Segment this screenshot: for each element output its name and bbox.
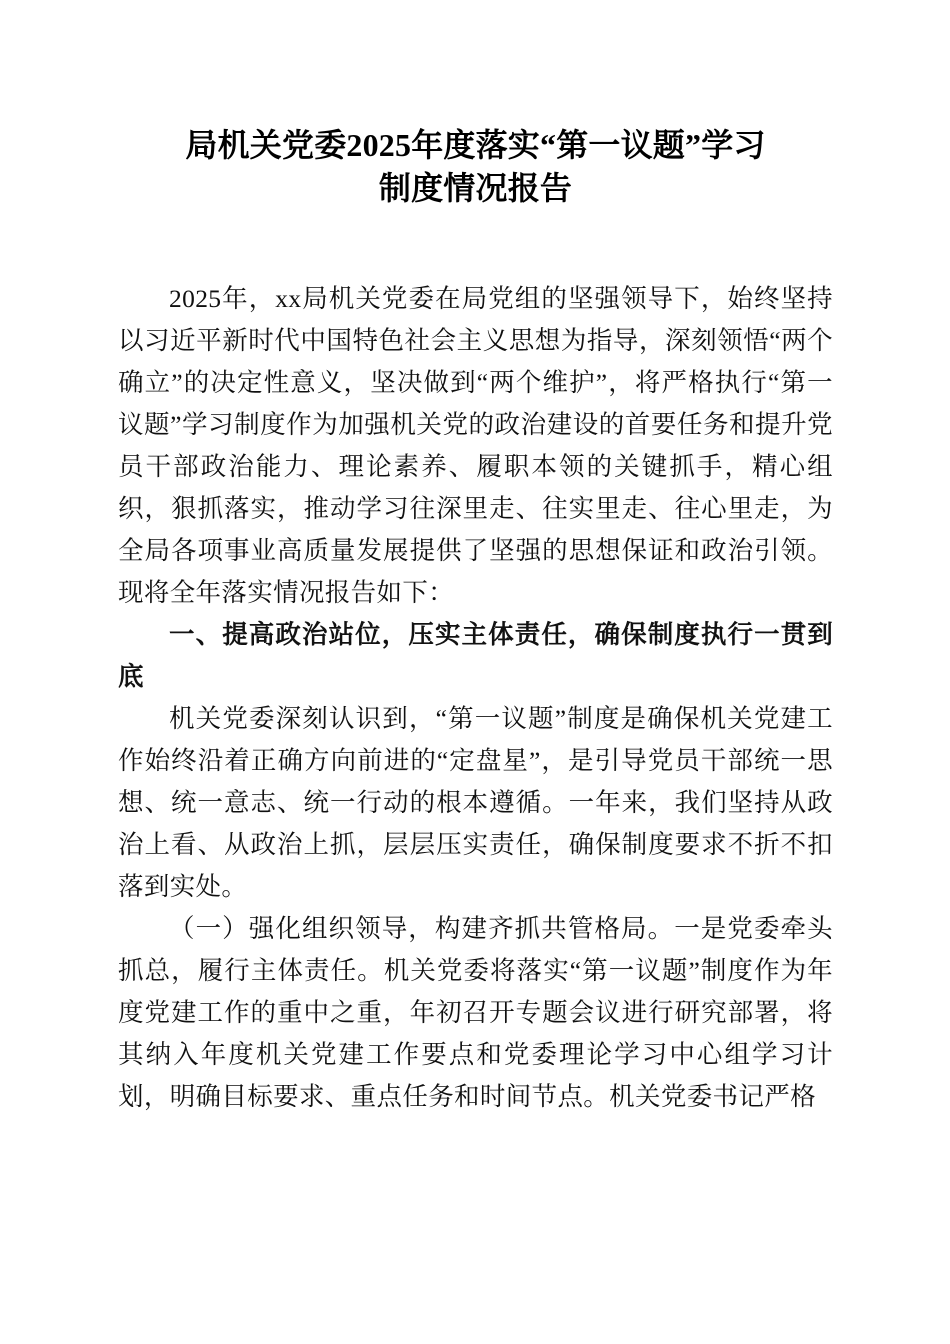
- section-heading-1: 一、提高政治站位，压实主体责任，确保制度执行一贯到底: [118, 621, 833, 691]
- title-body-spacer: [118, 210, 833, 278]
- paragraph-section-1-sub-1: （一）强化组织领导，构建齐抓共管格局。一是党委牵头抓总，履行主体责任。机关党委将落实“第一议题”制度作为年度党建工作的重中之重，年初召开专题会议进行研究部署，将其纳入年度机关党建工作要点和党委理论学习中心组学习计划，明确目标要求、重点任务和时间节点。机关党委书记严格: [118, 914, 834, 1111]
- paragraph-section-1-body: 机关党委深刻认识到，“第一议题”制度是确保机关党建工作始终沿着正确方向前进的“定盘星”，是引导党员干部统一思想、统一意志、统一行动的根本遵循。一年来，我们坚持从政治上看、从政治上抓，层层压实责任，确保制度要求不折不扣落到实处。: [118, 704, 833, 901]
- page-title-line-2: 制度情况报告: [378, 170, 573, 206]
- document-body: [118, 124, 833, 1118]
- page-title-line-1: 局机关党委2025年度落实“第一议题”学习: [185, 127, 766, 163]
- page-title: [118, 124, 833, 210]
- paragraph-intro: 2025年，xx局机关党委在局党组的坚强领导下，始终坚持以习近平新时代中国特色社会主义思想为指导，深刻领悟“两个确立”的决定性意义，坚决做到“两个维护”，将严格执行“第一议题”学习制度作为加强机关党的政治建设的首要任务和提升党员干部政治能力、理论素养、履职本领的关键抓手，精心组织，狠抓落实，推动学习往深里走、往实里走、往心里走，为全局各项事业高质量发展提供了坚强的思想保证和政治引领。现将全年落实情况报告如下：: [118, 284, 833, 607]
